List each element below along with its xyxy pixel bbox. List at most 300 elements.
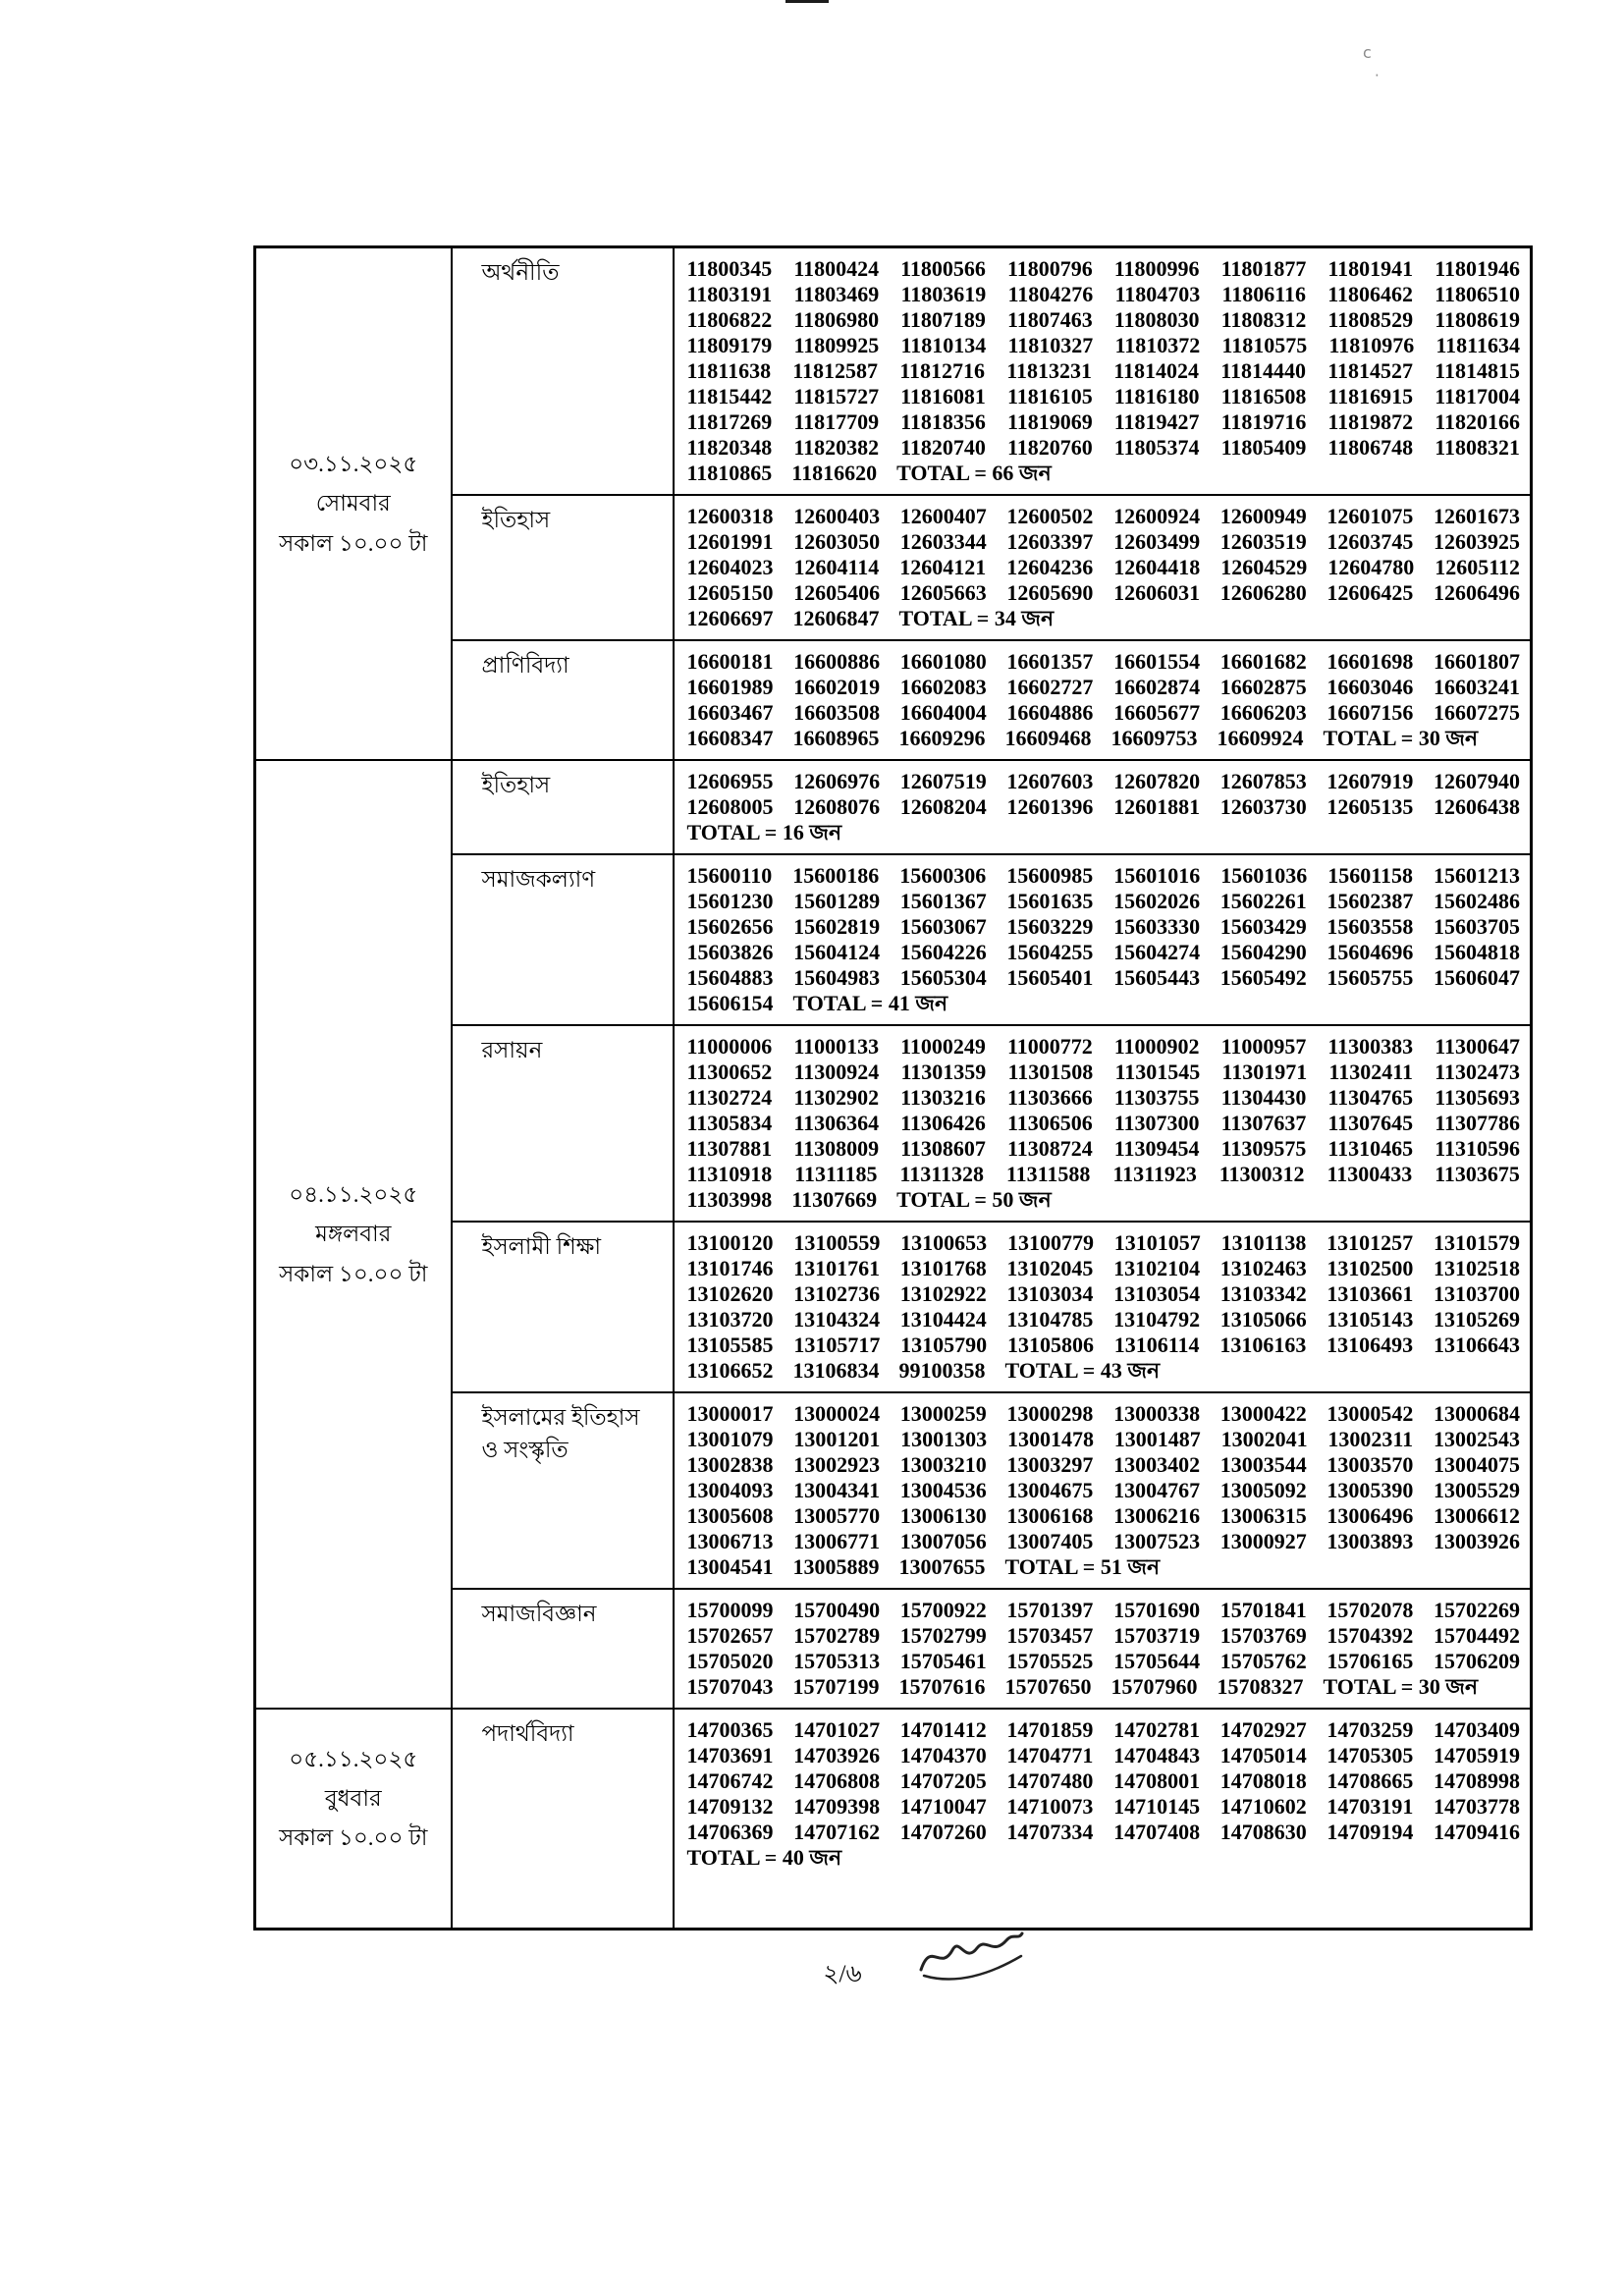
roll-number: 11814527: [1327, 358, 1413, 383]
roll-number: 13102922: [899, 1281, 987, 1306]
roll-number: 15601016: [1113, 863, 1201, 888]
roll-number: 11820166: [1435, 409, 1520, 434]
roll-number: 13007405: [1006, 1529, 1094, 1553]
roll-number: 14703926: [793, 1743, 881, 1767]
roll-number: 11807463: [1006, 307, 1093, 332]
roll-number: 15602387: [1326, 889, 1414, 913]
exam-time: সকাল ১০.০০ টা: [279, 530, 428, 556]
roll-number: 13003893: [1326, 1529, 1414, 1553]
roll-number-line: [687, 1554, 1521, 1580]
roll-number: 13102045: [1006, 1256, 1094, 1280]
roll-number: 14704370: [899, 1743, 987, 1767]
roll-number: 11303675: [1435, 1162, 1520, 1186]
roll-number: 16609296: [898, 726, 986, 750]
roll-number: 15604883: [686, 965, 774, 990]
roll-numbers-cell: [674, 1392, 1532, 1589]
roll-number: 12606425: [1326, 580, 1414, 605]
roll-number: 11803469: [793, 282, 880, 306]
roll-number: 13001478: [1006, 1427, 1094, 1451]
roll-number: 13105269: [1433, 1307, 1520, 1332]
roll-number: 14707480: [1006, 1768, 1094, 1793]
roll-number: 14706742: [686, 1768, 774, 1793]
roll-numbers-cell: [674, 495, 1532, 640]
roll-number: 12601991: [686, 529, 774, 554]
roll-number-line: [687, 409, 1521, 435]
roll-number: 13102463: [1219, 1256, 1307, 1280]
roll-number-line: [687, 863, 1521, 889]
roll-number: 13103661: [1326, 1281, 1414, 1306]
roll-number: 15602261: [1219, 889, 1307, 913]
roll-number: 11816081: [900, 384, 986, 408]
roll-number: 15603826: [686, 940, 774, 964]
roll-number-line: [687, 769, 1521, 794]
roll-number: 15603067: [899, 914, 987, 939]
roll-number: 13103720: [686, 1307, 774, 1332]
roll-number: 13105066: [1219, 1307, 1307, 1332]
roll-number: 13106114: [1113, 1332, 1200, 1357]
roll-number: 16603508: [793, 700, 881, 725]
roll-number-line: [687, 1743, 1521, 1768]
roll-number: 11307645: [1327, 1111, 1414, 1135]
roll-number: 14701027: [793, 1717, 881, 1742]
roll-number: 13002041: [1220, 1427, 1308, 1451]
page-number: ২/৬: [823, 1961, 862, 1987]
roll-number: 16602019: [793, 675, 881, 699]
roll-number: 11309454: [1113, 1136, 1200, 1161]
exam-day: মঙ্গলবার: [315, 1222, 392, 1247]
roll-number-line: [687, 1503, 1521, 1529]
roll-number: 16601807: [1433, 649, 1520, 674]
total-label: TOTAL = 30 জন: [1323, 726, 1479, 750]
roll-number: 12607603: [1006, 769, 1094, 793]
roll-number: 15603429: [1219, 914, 1307, 939]
roll-number-line: [687, 914, 1521, 940]
roll-number: 16603046: [1326, 675, 1414, 699]
roll-number: 15705020: [686, 1649, 774, 1673]
roll-number: 13005889: [792, 1554, 880, 1579]
roll-number: 11820740: [900, 435, 986, 460]
roll-number: 11816105: [1006, 384, 1093, 408]
roll-number: 13005390: [1326, 1478, 1414, 1502]
roll-number: 14705919: [1433, 1743, 1520, 1767]
roll-number: 14708001: [1113, 1768, 1201, 1793]
roll-number: 11306364: [793, 1111, 880, 1135]
roll-number: 11800424: [793, 256, 880, 281]
roll-number-line: [687, 1598, 1521, 1623]
roll-number: 11807189: [900, 307, 986, 332]
roll-number: 15605443: [1113, 965, 1201, 990]
roll-number-line: [687, 991, 1521, 1016]
roll-number: 13006612: [1433, 1503, 1520, 1528]
roll-number-line: [687, 529, 1521, 555]
roll-number: 16600886: [793, 649, 881, 674]
roll-number: 12606031: [1113, 580, 1201, 605]
roll-number: 14707162: [793, 1820, 881, 1844]
roll-number: 11808321: [1435, 435, 1520, 460]
table-row: [255, 760, 1532, 854]
roll-number: 12604529: [1220, 555, 1308, 579]
roll-number: 14704771: [1006, 1743, 1094, 1767]
roll-number: 11308607: [900, 1136, 986, 1161]
roll-number-line: [687, 1162, 1521, 1187]
roll-number: 11306426: [900, 1111, 986, 1135]
roll-number: 13004536: [899, 1478, 987, 1502]
roll-number: 14705305: [1326, 1743, 1414, 1767]
roll-number: 13000259: [899, 1401, 987, 1426]
roll-number: 12606955: [686, 769, 774, 793]
roll-number: 13002311: [1327, 1427, 1414, 1451]
roll-number: 15602026: [1113, 889, 1201, 913]
roll-number: 15606047: [1433, 965, 1520, 990]
roll-number: 12605406: [793, 580, 881, 605]
roll-number: 11805409: [1220, 435, 1307, 460]
roll-number: 12604121: [899, 555, 987, 579]
roll-number-line: [687, 333, 1521, 358]
roll-number: 14706369: [686, 1820, 774, 1844]
roll-number-line: [687, 820, 1521, 845]
roll-number: 12601673: [1433, 504, 1520, 528]
roll-number: 12603745: [1326, 529, 1414, 554]
table-row: [255, 1709, 1532, 1930]
roll-number: 15702789: [793, 1623, 881, 1648]
roll-number: 12603499: [1113, 529, 1201, 554]
roll-number: 11800996: [1113, 256, 1200, 281]
roll-number: 13106643: [1433, 1332, 1520, 1357]
roll-number-line: [687, 1256, 1521, 1281]
roll-number: 11801877: [1220, 256, 1307, 281]
roll-number: 11806510: [1435, 282, 1520, 306]
roll-number: 15604818: [1433, 940, 1520, 964]
roll-number: 16602727: [1006, 675, 1094, 699]
roll-number: 13000927: [1219, 1529, 1307, 1553]
roll-number-line: [687, 1820, 1521, 1845]
roll-number: 12601396: [1006, 794, 1094, 819]
total-label: TOTAL = 41 জন: [792, 991, 948, 1015]
roll-number: 15704492: [1433, 1623, 1520, 1648]
roll-number: 12603050: [793, 529, 881, 554]
roll-number: 11805374: [1113, 435, 1200, 460]
roll-number-line: [687, 504, 1521, 529]
roll-number: 12607919: [1326, 769, 1414, 793]
roll-number: 13003297: [1006, 1452, 1094, 1477]
roll-number: 11819069: [1006, 409, 1093, 434]
total-label: TOTAL = 34 জন: [898, 606, 1055, 630]
roll-number: 14709132: [686, 1794, 774, 1819]
roll-number: 13002543: [1433, 1427, 1520, 1451]
roll-number: 15604274: [1113, 940, 1201, 964]
roll-number: 14708998: [1433, 1768, 1520, 1793]
roll-number: 14710145: [1113, 1794, 1201, 1819]
roll-number: 11000957: [1220, 1034, 1307, 1059]
roll-number: 16606203: [1219, 700, 1307, 725]
roll-number: 11801941: [1327, 256, 1414, 281]
roll-number: 11304430: [1220, 1085, 1307, 1110]
roll-number: 15707650: [1004, 1674, 1092, 1699]
roll-number-line: [687, 555, 1521, 580]
roll-number: 14705014: [1219, 1743, 1307, 1767]
roll-number: 13004767: [1113, 1478, 1201, 1502]
roll-number: 11309575: [1220, 1136, 1307, 1161]
roll-number-line: [687, 1529, 1521, 1554]
exam-date: ০৩.১১.২০২৫: [289, 452, 418, 477]
exam-date-cell: [255, 1709, 452, 1930]
roll-number: 12606438: [1433, 794, 1520, 819]
roll-number: 16602874: [1113, 675, 1201, 699]
exam-date: ০৪.১১.২০২৫: [289, 1182, 418, 1208]
roll-number: 11820382: [793, 435, 880, 460]
roll-number: 14703259: [1326, 1717, 1414, 1742]
roll-number: 15700490: [793, 1598, 881, 1622]
roll-number: 15604226: [899, 940, 987, 964]
roll-number-line: [687, 1623, 1521, 1649]
roll-number: 99100358: [898, 1358, 986, 1383]
roll-number: 14701412: [899, 1717, 987, 1742]
roll-number: 14706808: [793, 1768, 881, 1793]
roll-number: 11810327: [1007, 333, 1094, 357]
roll-number: 15603229: [1006, 914, 1094, 939]
roll-number: 15707616: [898, 1674, 986, 1699]
roll-number: 11816620: [791, 461, 878, 485]
total-label: TOTAL = 66 জন: [896, 461, 1052, 485]
roll-number: 13000024: [793, 1401, 881, 1426]
roll-number: 11305693: [1435, 1085, 1520, 1110]
roll-number: 11810575: [1221, 333, 1308, 357]
roll-number: 12604780: [1327, 555, 1415, 579]
roll-number: 15705644: [1113, 1649, 1201, 1673]
roll-number: 14708018: [1219, 1768, 1307, 1793]
roll-number: 13102500: [1326, 1256, 1414, 1280]
roll-number: 15701397: [1006, 1598, 1094, 1622]
roll-number: 15604983: [793, 965, 881, 990]
roll-number: 13003926: [1433, 1529, 1520, 1553]
roll-number: 15603558: [1326, 914, 1414, 939]
roll-number: 11816915: [1327, 384, 1414, 408]
roll-numbers-cell: [674, 1222, 1532, 1392]
roll-number: 12604023: [686, 555, 774, 579]
subject-name-cell: পদার্থবিদ্যা: [452, 1709, 674, 1930]
roll-number: 15707199: [792, 1674, 880, 1699]
roll-numbers-cell: [674, 1025, 1532, 1222]
roll-number: 11815727: [793, 384, 880, 408]
roll-numbers-cell: [674, 1589, 1532, 1709]
roll-number-line: [687, 675, 1521, 700]
subject-name-cell: ইসলামের ইতিহাস ও সংস্কৃতি: [452, 1392, 674, 1589]
roll-number: 14708630: [1219, 1820, 1307, 1844]
roll-number: 13104792: [1113, 1307, 1201, 1332]
roll-number: 15601213: [1433, 863, 1520, 888]
roll-numbers-cell: [674, 640, 1532, 760]
roll-number: 12603925: [1433, 529, 1520, 554]
roll-number: 11300652: [686, 1060, 773, 1084]
roll-number: 15601635: [1006, 889, 1094, 913]
roll-number: 13000298: [1006, 1401, 1094, 1426]
exam-time: সকাল ১০.০০ টা: [279, 1825, 428, 1851]
roll-number: 11307881: [686, 1136, 773, 1161]
roll-number: 15605304: [899, 965, 987, 990]
roll-number: 14703691: [686, 1743, 774, 1767]
roll-number-line: [687, 700, 1521, 726]
roll-number: 14710602: [1219, 1794, 1307, 1819]
roll-number: 11301508: [1007, 1060, 1094, 1084]
roll-number: 13100779: [1006, 1230, 1094, 1255]
roll-number: 13000017: [686, 1401, 774, 1426]
roll-number: 13106652: [686, 1358, 774, 1383]
roll-number: 14710073: [1006, 1794, 1094, 1819]
roll-number-line: [687, 889, 1521, 914]
roll-number: 13101579: [1433, 1230, 1520, 1255]
roll-number: 15707043: [686, 1674, 774, 1699]
roll-number-line: [687, 1649, 1521, 1674]
roll-number: 16601698: [1326, 649, 1414, 674]
roll-number-line: [687, 1674, 1521, 1700]
roll-number: 12604236: [1006, 555, 1094, 579]
roll-number: 13000684: [1433, 1401, 1520, 1426]
roll-number: 13007056: [899, 1529, 987, 1553]
roll-number: 16607156: [1326, 700, 1414, 725]
roll-number: 11302724: [686, 1085, 773, 1110]
roll-number: 11808619: [1435, 307, 1520, 332]
roll-number: 15601367: [899, 889, 987, 913]
roll-number: 13006130: [899, 1503, 987, 1528]
roll-number: 11310596: [1435, 1136, 1520, 1161]
roll-number: 14707334: [1006, 1820, 1094, 1844]
total-label: TOTAL = 50 জন: [896, 1187, 1052, 1212]
roll-number: 14709194: [1326, 1820, 1414, 1844]
roll-number: 11806980: [793, 307, 880, 332]
roll-number: 11820760: [1006, 435, 1093, 460]
roll-number-line: [687, 794, 1521, 820]
roll-number: 11817269: [686, 409, 773, 434]
roll-number: 11000249: [900, 1034, 986, 1059]
roll-number: 13103342: [1219, 1281, 1307, 1306]
roll-number: 15600110: [686, 863, 773, 888]
roll-number: 16607275: [1433, 700, 1520, 725]
roll-number: 13104785: [1006, 1307, 1094, 1332]
roll-number: 13003570: [1326, 1452, 1414, 1477]
roll-number: 16609924: [1217, 726, 1304, 750]
roll-number: 16602875: [1219, 675, 1307, 699]
roll-numbers-cell: [674, 247, 1532, 496]
roll-number: 15602656: [686, 914, 774, 939]
roll-number: 11000902: [1113, 1034, 1200, 1059]
roll-number: 11808529: [1327, 307, 1414, 332]
roll-number: 11303998: [686, 1187, 773, 1212]
roll-number: 13006713: [686, 1529, 774, 1553]
roll-number: 16609753: [1110, 726, 1198, 750]
roll-number-line: [687, 1230, 1521, 1256]
total-label: TOTAL = 16 জন: [686, 820, 842, 844]
roll-number: 12600924: [1113, 504, 1201, 528]
roll-number-line: [687, 282, 1521, 307]
roll-number: 13004675: [1006, 1478, 1094, 1502]
roll-number: 13104324: [793, 1307, 881, 1332]
roll-number: 15705762: [1219, 1649, 1307, 1673]
roll-number: 12600407: [899, 504, 987, 528]
roll-number: 11806116: [1221, 282, 1306, 306]
roll-number: 13105585: [686, 1332, 774, 1357]
roll-number: 12604114: [793, 555, 880, 579]
roll-number: 15602486: [1433, 889, 1520, 913]
roll-number: 13105790: [900, 1332, 988, 1357]
roll-number: 13106163: [1219, 1332, 1307, 1357]
roll-number: 12606496: [1433, 580, 1520, 605]
roll-number: 12604418: [1113, 555, 1201, 579]
roll-number-line: [687, 726, 1521, 751]
roll-number: 16604004: [899, 700, 987, 725]
roll-number-line: [687, 358, 1521, 384]
roll-number: 11819872: [1327, 409, 1414, 434]
roll-number: 11818356: [900, 409, 986, 434]
roll-number: 11307300: [1113, 1111, 1200, 1135]
roll-number: 13102620: [686, 1281, 774, 1306]
roll-number: 13101257: [1326, 1230, 1414, 1255]
roll-number: 13006315: [1219, 1503, 1307, 1528]
roll-number: 16601080: [899, 649, 987, 674]
roll-number: 14702927: [1219, 1717, 1307, 1742]
roll-number: 15601289: [793, 889, 881, 913]
roll-number: 12607853: [1219, 769, 1307, 793]
roll-number-line: [687, 580, 1521, 606]
roll-number: 11809179: [686, 333, 773, 357]
roll-number: 15707960: [1110, 1674, 1198, 1699]
roll-number-line: [687, 1034, 1521, 1060]
scan-artifact-line: [785, 0, 829, 3]
roll-number: 15602819: [793, 914, 881, 939]
roll-number: 11810865: [686, 461, 773, 485]
roll-number: 15605401: [1006, 965, 1094, 990]
roll-number: 11814440: [1220, 358, 1306, 383]
roll-number: 13005092: [1219, 1478, 1307, 1502]
roll-number: 11810372: [1114, 333, 1201, 357]
subject-name-cell: রসায়ন: [452, 1025, 674, 1222]
roll-number: 11803619: [900, 282, 987, 306]
roll-number: 13100653: [900, 1230, 988, 1255]
roll-number: 15708327: [1217, 1674, 1304, 1699]
roll-number: 13102104: [1113, 1256, 1201, 1280]
roll-number-line: [687, 1060, 1521, 1085]
roll-number: 12600403: [793, 504, 881, 528]
roll-number: 15603330: [1113, 914, 1201, 939]
roll-number: 16609468: [1004, 726, 1092, 750]
roll-number: 16602083: [899, 675, 987, 699]
roll-number: 15603705: [1433, 914, 1520, 939]
roll-number: 11808312: [1220, 307, 1307, 332]
roll-number: 11300647: [1435, 1034, 1520, 1059]
roll-number: 12606847: [792, 606, 880, 630]
roll-number: 13101746: [686, 1256, 774, 1280]
stray-mark: ·: [1375, 67, 1380, 84]
roll-number: 11307786: [1435, 1111, 1520, 1135]
roll-number: 14702781: [1113, 1717, 1201, 1742]
roll-number: 14701859: [1006, 1717, 1094, 1742]
roll-number-line: [687, 1281, 1521, 1307]
roll-number: 15705525: [1006, 1649, 1094, 1673]
roll-number: 15703457: [1006, 1623, 1094, 1648]
roll-number: 12605135: [1326, 794, 1414, 819]
roll-number: 11306506: [1006, 1111, 1093, 1135]
roll-number: 11817709: [793, 409, 880, 434]
exam-day: বুধবার: [324, 1786, 382, 1812]
roll-number: 16603241: [1433, 675, 1520, 699]
roll-number: 11819427: [1113, 409, 1200, 434]
roll-number: 12601881: [1113, 794, 1201, 819]
roll-number: 11307669: [791, 1187, 878, 1212]
roll-number-line: [687, 307, 1521, 333]
roll-number: 11302411: [1328, 1060, 1413, 1084]
roll-number: 14710047: [899, 1794, 987, 1819]
roll-number: 15702657: [686, 1623, 774, 1648]
roll-number: 14707205: [899, 1768, 987, 1793]
